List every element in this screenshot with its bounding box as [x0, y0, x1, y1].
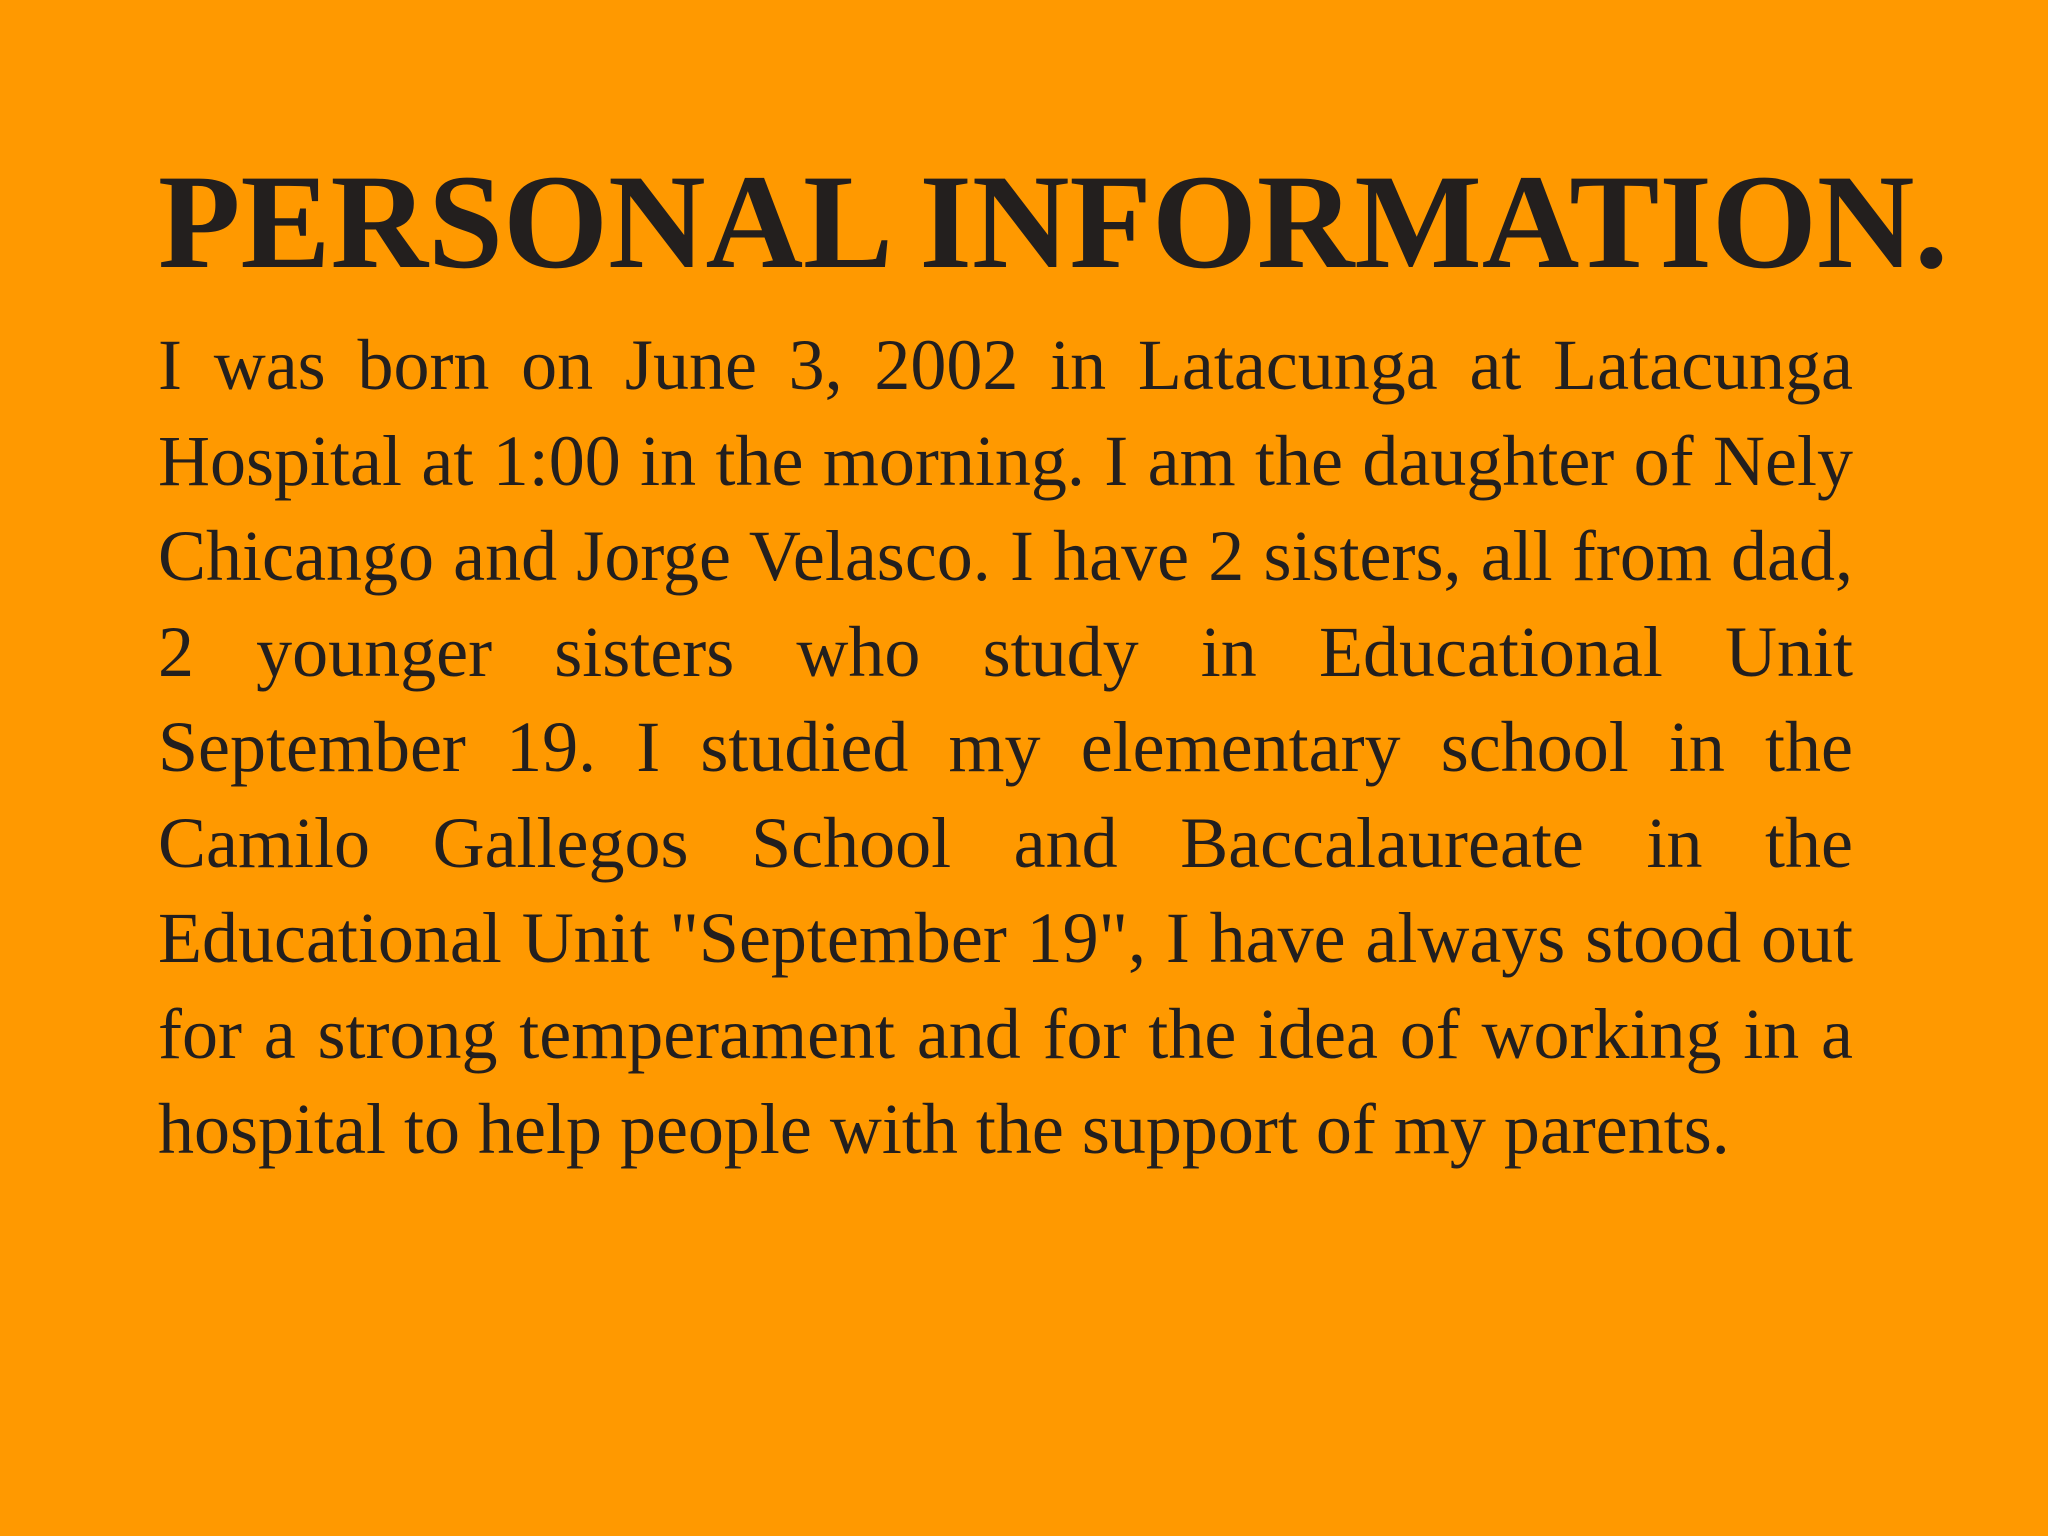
personal-information-paragraph: I was born on June 3, 2002 in Latacunga at Latacunga Hospital at 1:00 in the morning. I am the daughter of Nely Chicango and Jorge Velasco. I have 2 sisters, all from dad, 2 younger sisters who study in Educational Unit September 19. I studied my elementary school in the Camilo Gallegos School and Baccalaureate in the Educational Unit "September 19", I have always stood out for a strong temperament and for the idea of working in a hospital to help people with the support of my parents.	[158, 325, 1853, 1169]
slide-title: PERSONAL INFORMATION.	[158, 148, 1949, 297]
